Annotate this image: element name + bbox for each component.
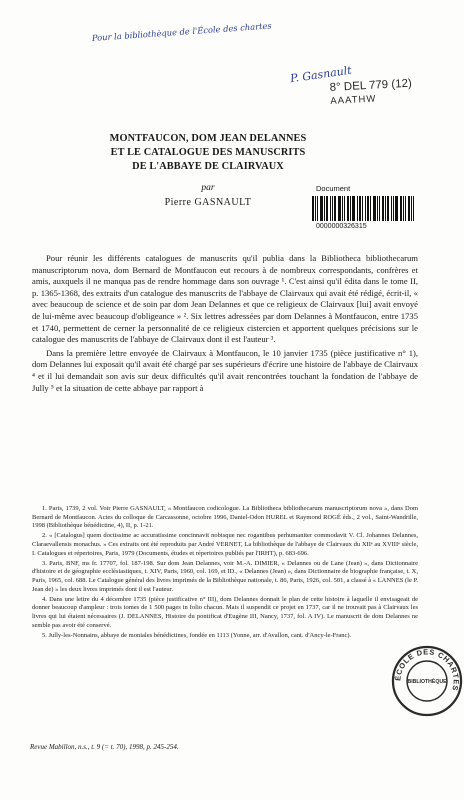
footnote: 4. Dans une lettre du 4 décembre 1735 (pièce justificative n° III), dom Delannes donnait le plan de cette histoire à laquelle il envisageait de donner beaucoup d'ampleur : trois tomes de 1 500 pages in folio chacun. Mais il suspendit ce projet en 1737, car il ne trouvait pas à Clairvaux les livres qui lui étaient nécessaires (J. DELANNES, Histoire du pontificat d'Eugène III, Nancy, 1737, fol. A IV). Le manuscrit de dom Delannes ne semble pas avoir été conservé. <box>32 595 418 629</box>
barcode-bar <box>393 196 394 221</box>
barcode-bar <box>405 196 406 221</box>
barcode-bar <box>350 196 351 221</box>
barcode-bar <box>400 196 402 221</box>
article-header <box>70 132 346 208</box>
barcode-bar <box>334 196 336 221</box>
barcode-bar <box>326 196 328 221</box>
article-body <box>32 253 418 396</box>
barcode-bar <box>370 196 371 221</box>
barcode-bar <box>391 196 392 221</box>
barcode-bar <box>330 196 331 221</box>
article-title-line: MONTFAUCON, DOM JEAN DELANNES <box>109 133 307 144</box>
barcode-bar <box>395 196 398 221</box>
shelfmark <box>329 76 442 108</box>
barcode-bar <box>347 196 349 221</box>
barcode-bar <box>408 196 410 221</box>
barcode-bar <box>338 196 341 221</box>
barcode-bar <box>342 196 343 221</box>
shelfmark-number: 8° DEL 779 (12) <box>329 77 413 94</box>
barcode-bar <box>365 196 366 221</box>
barcode-bar <box>387 196 389 221</box>
barcode-bar <box>359 196 361 221</box>
seal-center-text: BIBLIOTHÈQUE <box>407 679 447 686</box>
library-stamp-seal <box>390 644 464 718</box>
barcode-bar <box>385 196 386 221</box>
seal-ring-text: ÉCOLE DES CHARTES <box>393 647 461 693</box>
barcode-bar <box>377 196 378 221</box>
article-title-line: DE L'ABBAYE DE CLAIRVAUX <box>132 161 284 172</box>
footnote: 3. Paris, BNF, ms fr. 17707, fol. 187-198. Sur dom Jean Delannes, voir M.-A. DIMIER, « Delannes ou de Lane (Jean) », dans Dictionnaire d'histoire et de géographie ecclésiastiques, t. XIV, Paris, 1960, col. 169, et ID., « Delannes (Jean) », dans Dictionnaire de biographie française, t. X, Paris, 1965, col. 688. Le Catalogue général des livres imprimés de la Bibliothèque nationale, t. 86, Paris, 1926, col. 501, a classé à « LANNES (le P. Jean de) » les deux livres imprimés dont il est l'auteur. <box>32 559 418 593</box>
body-paragraph: Pour réunir les différents catalogues de manuscrits qu'il publia dans la Bibliotheca bibliothecarum manuscriptorum nova, dom Bernard de Montfaucon eut recours à de nombreux correspondants, confrères et amis, auxquels il ne manqua pas de rendre hommage dans son ouvrage ¹. C'est ainsi qu'il édita dans le tome II, p. 1365-1368, des extraits d'un catalogue des manuscrits de l'abbaye de Clairvaux qui avait été rédigé, écrit-il, « avec beaucoup de science et de soin par dom Jean Delannes et que ce religieux de Clairvaux [lui] avait envoyé de lui-même avec beaucoup d'obligeance » ². Six lettres adressées par dom Delannes à Montfaucon, entre 1735 et 1740, permettent de cerner la personnalité de ce religieux cistercien et apportent quelques précisions sur le catalogue des manuscrits de l'abbaye de Clairvaux dont il est l'auteur ³. <box>32 253 418 345</box>
footnote: 5. Jully-les-Nonnains, abbaye de moniales bénédictines, fondée en 1113 (Yonne, arr. d'Avallon, cant. d'Ancy-le-Franc). <box>42 631 352 639</box>
barcode-bar <box>324 196 325 221</box>
barcode-bar <box>403 196 404 221</box>
handwritten-dedication: Pour la bibliothèque de l'École des chartes <box>91 20 272 43</box>
barcode-bar <box>317 196 318 221</box>
barcode-bar <box>382 196 384 221</box>
journal-citation: Revue Mabillon, n.s., t. 9 (= t. 70), 1998, p. 245-254. <box>30 743 179 751</box>
barcode-bar <box>357 196 358 221</box>
barcode-bar <box>320 196 323 221</box>
document-number: 0000000326315 <box>316 223 367 230</box>
byline-par: par <box>201 183 215 193</box>
barcode-bar <box>312 196 314 221</box>
document-label: Document <box>316 184 351 193</box>
barcode-bar <box>332 196 333 221</box>
author-name: Pierre GASNAULT <box>164 197 252 208</box>
barcode <box>312 196 424 221</box>
shelfmark-code: AAATHW <box>330 93 377 107</box>
body-paragraph: Dans la première lettre envoyée de Clairvaux à Montfaucon, le 10 janvier 1735 (pièce justificative n° 1), dom Delannes lui exposait qu'il avait été chargé par ses supérieurs d'écrire une histoire de l'abbaye de Clairvaux ⁴ et il lui demandait son avis sur deux difficultés qu'il avait rencontrées touchant la fondation de l'abbaye de Jully ⁵ et la situation de cette abbaye par rapport à <box>32 347 418 393</box>
barcode-bar <box>352 196 355 221</box>
document-barcode-label <box>312 184 424 230</box>
footnotes <box>32 505 418 641</box>
barcode-bar <box>411 196 412 221</box>
barcode-bar <box>344 196 345 221</box>
article-title-line: ET LE CATALOGUE DES MANUSCRITS <box>110 147 306 158</box>
footnote: 2. « [Catalogus] quem doctissime ac accuratissime concinnavit nobisque nec rogantibus perhumaniter commodavit V. Cl. Johannes Delannes, Claraevallensis monachus. » Ces extraits ont été reproduits par André VERNET, La bibliothèque de l'abbaye de Clairvaux du XIIᵉ au XVIIIᵉ siècle, I. Catalogues et répertoires, Paris, 1979 (Documents, études et répertoires publiés par l'IRHT), p. 683-696. <box>32 532 418 557</box>
barcode-bar <box>315 196 316 221</box>
barcode-bar <box>367 196 369 221</box>
handwritten-signature: P. Gasnault <box>289 63 353 86</box>
barcode-bar <box>379 196 380 221</box>
barcode-bar <box>362 196 363 221</box>
barcode-bar <box>413 196 414 221</box>
barcode-bar <box>373 196 376 221</box>
footnote: 1. Paris, 1739, 2 vol. Voir Pierre GASNAULT, « Montfaucon codicologue. La Bibliotheca bibliothecarum manuscriptorum nova », dans Dom Bernard de Montfaucon. Actes du colloque de Carcassonne, octobre 1996, Daniel-Odon HUREL et Raymond ROGÉ éds., 2 vol., Saint-Wandrille, 1998 (Bibliothèque bénédictine, 4), II, p. 1-21. <box>32 505 418 530</box>
